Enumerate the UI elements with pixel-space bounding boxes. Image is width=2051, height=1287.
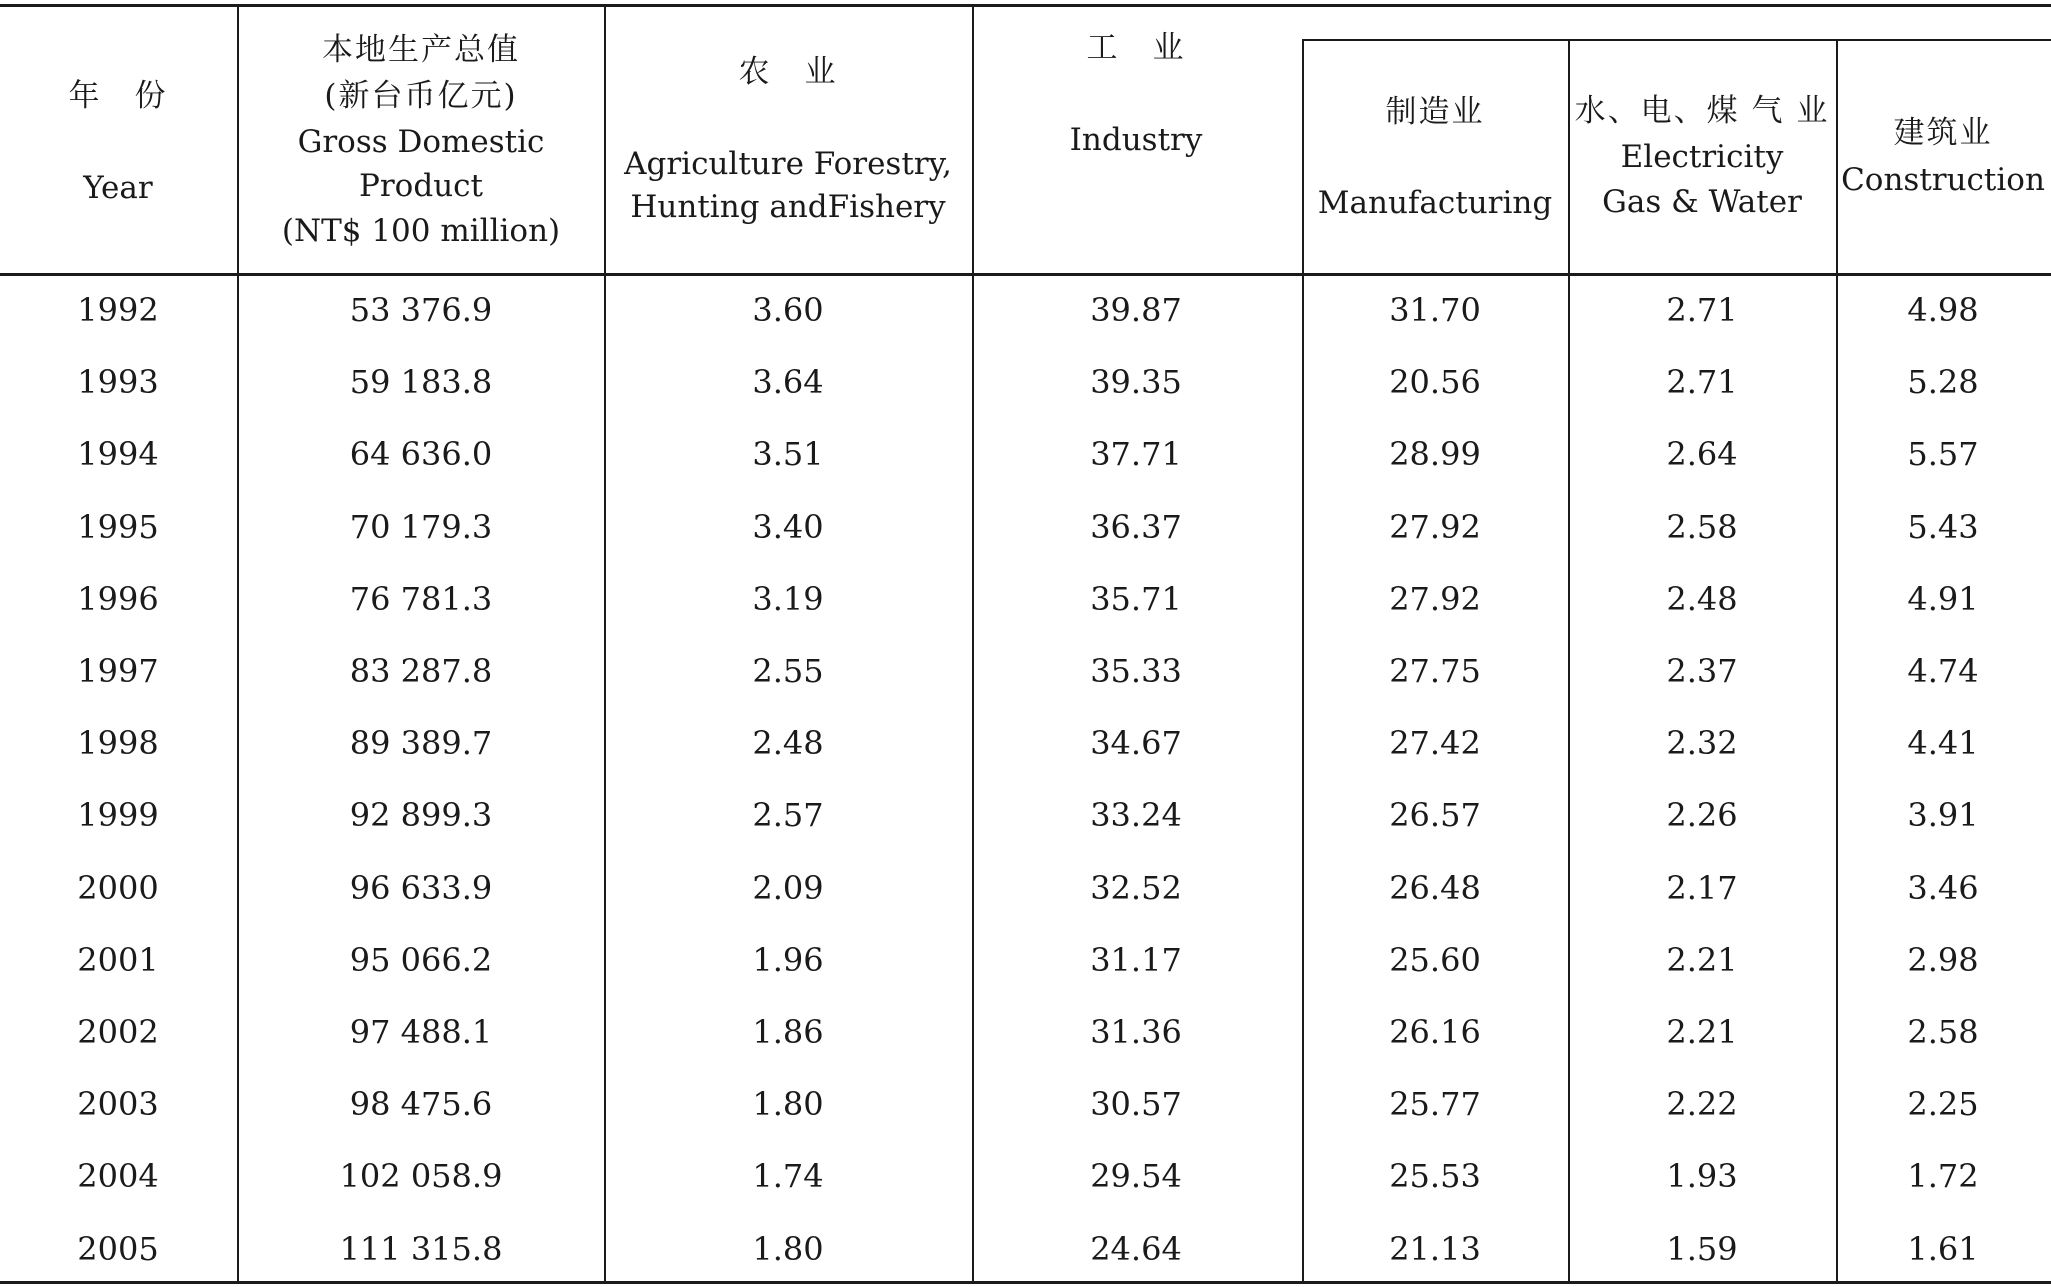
cell-year: 1994 bbox=[77, 435, 159, 474]
cell-agriculture: 2.55 bbox=[752, 652, 824, 690]
cell-construction: 5.43 bbox=[1907, 507, 1979, 546]
column-divider bbox=[604, 6, 606, 1282]
cell-gdp: 83 287.8 bbox=[349, 652, 493, 690]
bottom-rule bbox=[0, 1281, 2051, 1284]
cell-agriculture: 3.64 bbox=[752, 363, 824, 402]
cell-utilities: 1.93 bbox=[1666, 1157, 1738, 1196]
cell-manufacturing: 25.77 bbox=[1389, 1085, 1481, 1124]
header-year-cn: 年 份 bbox=[68, 78, 168, 114]
cell-agriculture: 1.80 bbox=[752, 1229, 824, 1268]
cell-gdp: 70 179.3 bbox=[349, 507, 493, 546]
cell-utilities: 2.48 bbox=[1666, 579, 1738, 618]
header-gdp-en-line2: Product bbox=[359, 168, 483, 204]
header-industry-cn: 工 业 bbox=[1086, 30, 1186, 66]
cell-agriculture: 1.74 bbox=[752, 1157, 824, 1196]
cell-construction: 2.25 bbox=[1907, 1085, 1979, 1124]
cell-year: 2001 bbox=[77, 940, 159, 979]
cell-agriculture: 3.19 bbox=[752, 579, 824, 618]
cell-gdp: 64 636.0 bbox=[349, 435, 493, 474]
cell-construction: 3.46 bbox=[1907, 868, 1979, 907]
column-divider bbox=[1568, 39, 1570, 1282]
cell-gdp: 59 183.8 bbox=[349, 363, 493, 402]
cell-construction: 1.61 bbox=[1907, 1229, 1979, 1268]
cell-agriculture: 1.96 bbox=[752, 940, 824, 979]
cell-agriculture: 1.86 bbox=[752, 1013, 824, 1051]
cell-agriculture: 3.51 bbox=[752, 435, 824, 474]
cell-gdp: 92 899.3 bbox=[349, 796, 493, 835]
cell-industry: 39.35 bbox=[1090, 363, 1182, 402]
cell-utilities: 2.71 bbox=[1666, 291, 1738, 329]
header-gdp-cn: 本地生产总值 bbox=[322, 32, 520, 68]
cell-gdp: 76 781.3 bbox=[349, 579, 493, 618]
cell-industry: 39.87 bbox=[1090, 291, 1182, 329]
cell-manufacturing: 26.16 bbox=[1389, 1013, 1481, 1051]
cell-utilities: 2.58 bbox=[1666, 507, 1738, 546]
cell-utilities: 2.71 bbox=[1666, 363, 1738, 402]
cell-industry: 30.57 bbox=[1090, 1085, 1182, 1124]
header-gdp-en-unit: (NT$ 100 million) bbox=[281, 213, 561, 249]
cell-agriculture: 2.57 bbox=[752, 796, 824, 835]
cell-manufacturing: 25.53 bbox=[1389, 1157, 1481, 1196]
header-gdp-cn-unit: (新台币亿元) bbox=[324, 78, 518, 114]
cell-industry: 34.67 bbox=[1090, 724, 1182, 763]
cell-industry: 31.36 bbox=[1090, 1013, 1182, 1051]
cell-gdp: 98 475.6 bbox=[349, 1085, 493, 1124]
cell-construction: 1.72 bbox=[1907, 1157, 1979, 1196]
cell-year: 2004 bbox=[77, 1157, 159, 1196]
cell-year: 2002 bbox=[77, 1013, 159, 1051]
cell-gdp: 89 389.7 bbox=[349, 724, 493, 763]
cell-utilities: 2.64 bbox=[1666, 435, 1738, 474]
cell-year: 2003 bbox=[77, 1085, 159, 1124]
cell-construction: 3.91 bbox=[1907, 796, 1979, 835]
cell-year: 1997 bbox=[77, 652, 159, 690]
header-utilities-cn: 水、电、煤 气 业 bbox=[1574, 93, 1830, 129]
cell-utilities: 2.26 bbox=[1666, 796, 1738, 835]
column-divider bbox=[1836, 39, 1838, 1282]
cell-utilities: 2.21 bbox=[1666, 1013, 1738, 1051]
cell-manufacturing: 27.92 bbox=[1389, 579, 1481, 618]
cell-year: 1999 bbox=[77, 796, 159, 835]
cell-industry: 32.52 bbox=[1090, 868, 1182, 907]
header-agriculture-en-line1: Agriculture Forestry, bbox=[624, 146, 952, 182]
cell-construction: 4.41 bbox=[1907, 724, 1979, 763]
cell-manufacturing: 21.13 bbox=[1389, 1229, 1481, 1268]
cell-manufacturing: 25.60 bbox=[1389, 940, 1481, 979]
cell-agriculture: 1.80 bbox=[752, 1085, 824, 1124]
cell-industry: 36.37 bbox=[1090, 507, 1182, 546]
cell-year: 2005 bbox=[77, 1229, 159, 1268]
header-agriculture-cn: 农 业 bbox=[738, 54, 838, 90]
cell-utilities: 2.37 bbox=[1666, 652, 1738, 690]
cell-utilities: 2.21 bbox=[1666, 940, 1738, 979]
header-gdp-en-line1: Gross Domestic bbox=[297, 124, 545, 160]
cell-industry: 24.64 bbox=[1090, 1229, 1182, 1268]
cell-manufacturing: 31.70 bbox=[1389, 291, 1481, 329]
cell-agriculture: 3.40 bbox=[752, 507, 824, 546]
cell-construction: 4.91 bbox=[1907, 579, 1979, 618]
cell-industry: 35.71 bbox=[1090, 579, 1182, 618]
cell-gdp: 111 315.8 bbox=[339, 1229, 503, 1268]
cell-year: 1993 bbox=[77, 363, 159, 402]
column-divider bbox=[1302, 39, 1304, 1282]
industry-subgroup-rule bbox=[1302, 39, 2051, 41]
cell-utilities: 2.32 bbox=[1666, 724, 1738, 763]
cell-agriculture: 2.09 bbox=[752, 868, 824, 907]
cell-agriculture: 3.60 bbox=[752, 291, 824, 329]
cell-manufacturing: 28.99 bbox=[1389, 435, 1481, 474]
cell-gdp: 97 488.1 bbox=[349, 1013, 493, 1051]
header-construction-en: Construction bbox=[1841, 162, 2045, 198]
cell-construction: 4.98 bbox=[1907, 291, 1979, 329]
cell-manufacturing: 27.75 bbox=[1389, 652, 1481, 690]
cell-agriculture: 2.48 bbox=[752, 724, 824, 763]
cell-industry: 35.33 bbox=[1090, 652, 1182, 690]
cell-utilities: 1.59 bbox=[1666, 1229, 1738, 1268]
top-rule bbox=[0, 4, 2051, 7]
cell-industry: 37.71 bbox=[1090, 435, 1182, 474]
cell-construction: 5.28 bbox=[1907, 363, 1979, 402]
header-agriculture-en-line2: Hunting andFishery bbox=[630, 189, 946, 225]
cell-industry: 29.54 bbox=[1090, 1157, 1182, 1196]
header-utilities-en-line2: Gas & Water bbox=[1602, 184, 1802, 220]
cell-manufacturing: 27.92 bbox=[1389, 507, 1481, 546]
cell-year: 1992 bbox=[77, 291, 159, 329]
header-manufacturing-en: Manufacturing bbox=[1317, 185, 1553, 221]
cell-manufacturing: 20.56 bbox=[1389, 363, 1481, 402]
header-manufacturing-cn: 制造业 bbox=[1385, 94, 1485, 130]
cell-construction: 4.74 bbox=[1907, 652, 1979, 690]
cell-gdp: 96 633.9 bbox=[349, 868, 493, 907]
header-year-en: Year bbox=[83, 170, 153, 206]
cell-manufacturing: 26.48 bbox=[1389, 868, 1481, 907]
cell-year: 1995 bbox=[77, 507, 159, 546]
cell-construction: 2.58 bbox=[1907, 1013, 1979, 1051]
column-divider bbox=[237, 6, 239, 1282]
cell-year: 1996 bbox=[77, 579, 159, 618]
cell-gdp: 102 058.9 bbox=[339, 1157, 503, 1196]
cell-utilities: 2.17 bbox=[1666, 868, 1738, 907]
cell-manufacturing: 26.57 bbox=[1389, 796, 1481, 835]
cell-gdp: 95 066.2 bbox=[349, 940, 493, 979]
cell-construction: 5.57 bbox=[1907, 435, 1979, 474]
cell-industry: 33.24 bbox=[1090, 796, 1182, 835]
cell-gdp: 53 376.9 bbox=[349, 291, 493, 329]
header-utilities-en-line1: Electricity bbox=[1620, 139, 1784, 175]
cell-industry: 31.17 bbox=[1090, 940, 1182, 979]
header-construction-cn: 建筑业 bbox=[1893, 115, 1993, 151]
header-bottom-rule bbox=[0, 273, 2051, 276]
cell-year: 1998 bbox=[77, 724, 159, 763]
column-divider bbox=[972, 6, 974, 1282]
cell-construction: 2.98 bbox=[1907, 940, 1979, 979]
cell-utilities: 2.22 bbox=[1666, 1085, 1738, 1124]
cell-year: 2000 bbox=[77, 868, 159, 907]
cell-manufacturing: 27.42 bbox=[1389, 724, 1481, 763]
header-industry-en: Industry bbox=[1069, 122, 1203, 158]
